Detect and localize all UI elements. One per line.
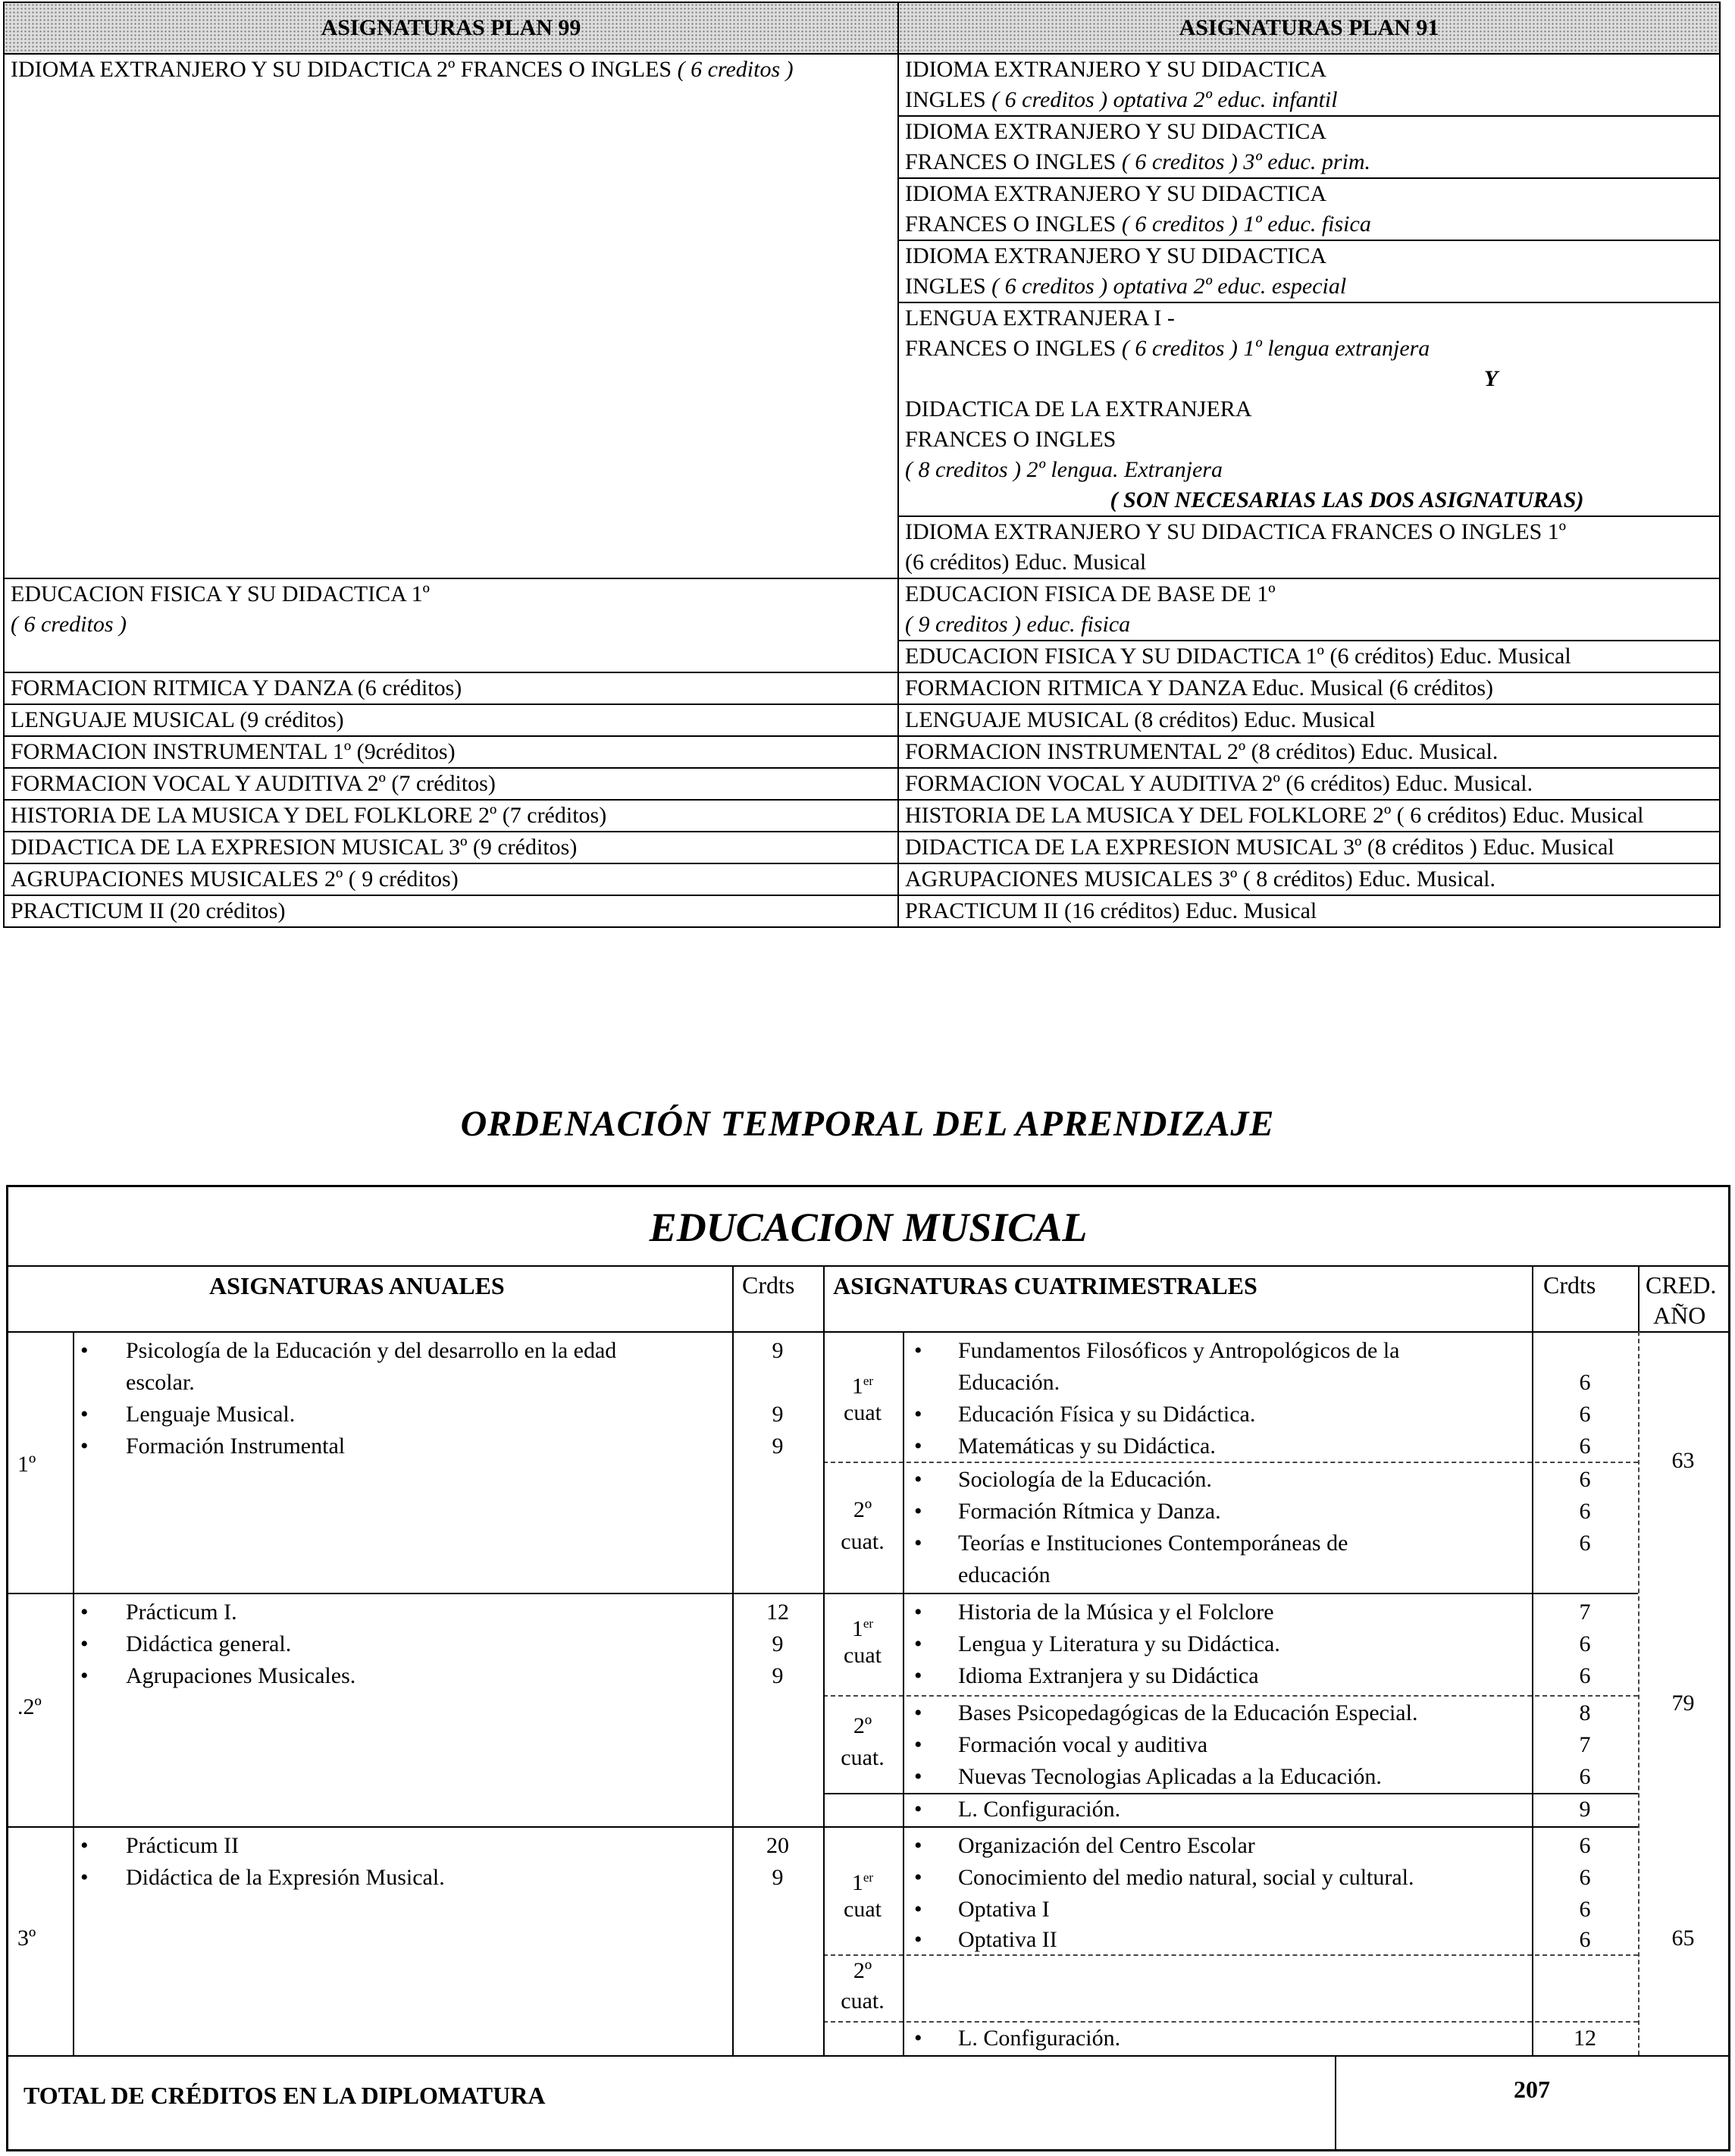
credits: 9 xyxy=(772,1338,784,1363)
table-row xyxy=(4,895,1720,927)
header-cred: CRED. xyxy=(1646,1271,1717,1299)
plan91-cell: DIDACTICA DE LA EXPRESION MUSICAL 3º (8 créditos ) Educ. Musical xyxy=(898,832,1720,863)
subject: Formación Rítmica y Danza. xyxy=(958,1499,1221,1524)
subject: educación xyxy=(958,1562,1051,1587)
credits: 7 xyxy=(1579,1732,1591,1757)
idioma-plan91-cell-4 xyxy=(898,240,1720,302)
rule-dashed xyxy=(823,2021,1638,2023)
bullet: • xyxy=(914,1833,922,1858)
bullet: • xyxy=(914,1338,922,1363)
header-plan91: ASIGNATURAS PLAN 91 xyxy=(898,2,1720,54)
cuat-label: cuat. xyxy=(841,1988,885,2013)
credits: 6 xyxy=(1579,1631,1591,1656)
table-row xyxy=(4,800,1720,832)
subject: Psicología de la Educación y del desarrollo en la edad xyxy=(126,1338,617,1363)
subject: Formación vocal y auditiva xyxy=(958,1732,1208,1757)
bullet: • xyxy=(914,1499,922,1524)
subject: Nuevas Tecnologias Aplicadas a la Educación. xyxy=(958,1764,1382,1789)
credits: 6 xyxy=(1579,1402,1591,1427)
cuat-label: 2º xyxy=(853,1713,872,1738)
equivalence-header-row xyxy=(4,2,1720,54)
plan99-cell: DIDACTICA DE LA EXPRESION MUSICAL 3º (9 créditos) xyxy=(4,832,898,863)
bullet: • xyxy=(914,1897,922,1922)
cell-line: FRANCES O INGLES xyxy=(905,149,1122,174)
subject: Optativa II xyxy=(958,1927,1057,1952)
cuat-sup: er xyxy=(863,1870,874,1885)
plan99-cell: FORMACION INSTRUMENTAL 1º (9créditos) xyxy=(4,736,898,768)
subject: Organización del Centro Escolar xyxy=(958,1833,1255,1858)
plan99-cell: HISTORIA DE LA MUSICA Y DEL FOLKLORE 2º (7 créditos) xyxy=(4,800,898,832)
cuat-label: cuat. xyxy=(841,1745,885,1770)
table-row xyxy=(4,863,1720,895)
bullet: • xyxy=(914,1402,922,1427)
cell-line: IDIOMA EXTRANJERO Y SU DIDACTICA FRANCES O INGLES 1º xyxy=(905,519,1567,544)
ef-plan99-cell xyxy=(4,578,898,672)
table-row xyxy=(4,704,1720,736)
cuat-label: cuat xyxy=(844,1400,882,1425)
cell-line: IDIOMA EXTRANJERO Y SU DIDACTICA xyxy=(905,181,1327,206)
credits: 6 xyxy=(1579,1865,1591,1890)
subject: Historia de la Música y el Folclore xyxy=(958,1600,1274,1625)
cell-note: ( 6 creditos ) optativa 2º educ. infantil xyxy=(991,87,1338,112)
bullet: • xyxy=(914,1663,922,1688)
total-label: TOTAL DE CRÉDITOS EN LA DIPLOMATURA xyxy=(23,2082,546,2109)
cell-line: DIDACTICA DE LA EXTRANJERA xyxy=(905,396,1252,421)
credits: 6 xyxy=(1579,1663,1591,1688)
bullet: • xyxy=(914,1797,922,1822)
bullet: • xyxy=(914,1631,922,1656)
plan99-cell: FORMACION VOCAL Y AUDITIVA 2º (7 créditos) xyxy=(4,768,898,800)
schedule-table xyxy=(6,1185,1730,2151)
cuat-num: 1 xyxy=(851,1616,863,1641)
idioma-musical-cell xyxy=(898,516,1720,578)
subject: L. Configuración. xyxy=(958,1797,1121,1822)
cell-line: EDUCACION FISICA Y SU DIDACTICA 1º xyxy=(11,581,430,606)
credits: 6 xyxy=(1579,1927,1591,1952)
header-ano: AÑO xyxy=(1653,1302,1706,1329)
bullet: • xyxy=(914,2026,922,2051)
cuat-label: 2º xyxy=(853,1958,872,1983)
idioma-plan91-cell-2 xyxy=(898,116,1720,178)
plan91-cell: LENGUAJE MUSICAL (8 créditos) Educ. Musical xyxy=(898,704,1720,736)
cell-note: ( 6 creditos ) xyxy=(11,612,127,637)
bullet: • xyxy=(80,1402,89,1427)
cell-line: FRANCES O INGLES xyxy=(905,336,1122,361)
year-label: 3º xyxy=(17,1926,36,1951)
subject: Bases Psicopedagógicas de la Educación Especial. xyxy=(958,1700,1418,1725)
rule xyxy=(823,1265,825,2055)
bullet: • xyxy=(80,1600,89,1625)
credits: 6 xyxy=(1579,1499,1591,1524)
schedule-title: EDUCACION MUSICAL xyxy=(649,1205,1088,1250)
table-row xyxy=(4,672,1720,704)
bullet: • xyxy=(80,1833,89,1858)
credits: 9 xyxy=(772,1402,784,1427)
rule xyxy=(1638,1265,1639,1331)
cuat-label: cuat xyxy=(844,1643,882,1668)
cell-line: FRANCES O INGLES xyxy=(905,212,1122,237)
subject: Teorías e Instituciones Contemporáneas de xyxy=(958,1531,1348,1556)
plan91-cell: FORMACION RITMICA Y DANZA Educ. Musical (6 créditos) xyxy=(898,672,1720,704)
plan91-cell: HISTORIA DE LA MUSICA Y DEL FOLKLORE 2º ( 6 créditos) Educ. Musical xyxy=(898,800,1720,832)
cell-line: LENGUA EXTRANJERA I - xyxy=(905,306,1175,331)
bullet: • xyxy=(80,1338,89,1363)
combo-note: ( SON NECESARIAS LAS DOS ASIGNATURAS) xyxy=(1110,487,1584,512)
credits: 6 xyxy=(1579,1764,1591,1789)
cell-line: IDIOMA EXTRANJERO Y SU DIDACTICA xyxy=(905,57,1327,82)
credits: 12 xyxy=(1574,2026,1596,2051)
plan91-cell: AGRUPACIONES MUSICALES 3º ( 8 créditos) Educ. Musical. xyxy=(898,863,1720,895)
rule xyxy=(8,1331,1728,1333)
cell-line: EDUCACION FISICA DE BASE DE 1º xyxy=(905,581,1276,606)
subject: escolar. xyxy=(126,1370,195,1395)
total-value: 207 xyxy=(1514,2076,1550,2103)
bullet: • xyxy=(914,1700,922,1725)
bullet: • xyxy=(80,1865,89,1890)
subject: Conocimiento del medio natural, social y cultural. xyxy=(958,1865,1414,1890)
subject: Didáctica de la Expresión Musical. xyxy=(126,1865,445,1890)
rule-dashed xyxy=(823,1695,1638,1697)
bullet: • xyxy=(80,1434,89,1459)
subject: Matemáticas y su Didáctica. xyxy=(958,1434,1216,1459)
cell-note: ( 8 creditos ) 2º lengua. Extranjera xyxy=(905,457,1223,482)
plan91-cell: PRACTICUM II (16 créditos) Educ. Musical xyxy=(898,895,1720,927)
cell-line: (6 créditos) Educ. Musical xyxy=(905,550,1147,575)
credits: 9 xyxy=(772,1434,784,1459)
bullet: • xyxy=(80,1631,89,1656)
cuat-label: 2º xyxy=(853,1497,872,1522)
rule-dashed xyxy=(823,1462,1638,1463)
credits: 6 xyxy=(1579,1833,1591,1858)
year-total: 79 xyxy=(1671,1691,1695,1716)
subject: Fundamentos Filosóficos y Antropológicos de la xyxy=(958,1338,1400,1363)
idioma-plan99-cell xyxy=(4,54,898,578)
credits: 9 xyxy=(772,1631,784,1656)
subject: Idioma Extranjera y su Didáctica xyxy=(958,1663,1259,1688)
year-total: 65 xyxy=(1671,1926,1695,1951)
year-label: .2º xyxy=(17,1694,42,1719)
table-row xyxy=(4,54,1720,116)
subject: Educación. xyxy=(958,1370,1060,1395)
plan99-cell: AGRUPACIONES MUSICALES 2º ( 9 créditos) xyxy=(4,863,898,895)
subject: Prácticum I. xyxy=(126,1600,237,1625)
cuat-num: 1 xyxy=(851,1374,863,1399)
header-crdts-2: Crdts xyxy=(1543,1271,1596,1299)
year-label: 1º xyxy=(17,1452,36,1477)
table-row xyxy=(4,768,1720,800)
cuat-sup: er xyxy=(863,1616,874,1631)
credits: 12 xyxy=(766,1600,789,1625)
cell-line: FRANCES O INGLES xyxy=(905,427,1116,452)
cell-line: IDIOMA EXTRANJERO Y SU DIDACTICA xyxy=(905,119,1327,144)
subject: Optativa I xyxy=(958,1897,1050,1922)
ef-plan91-cell-1 xyxy=(898,578,1720,641)
plan99-cell: FORMACION RITMICA Y DANZA (6 créditos) xyxy=(4,672,898,704)
bullet: • xyxy=(80,1663,89,1688)
cuat-label: cuat xyxy=(844,1897,882,1922)
rule xyxy=(73,1331,74,2055)
cuat-label: cuat. xyxy=(841,1529,885,1554)
credits: 6 xyxy=(1579,1531,1591,1556)
year-total: 63 xyxy=(1671,1448,1695,1473)
bullet: • xyxy=(914,1467,922,1492)
cell-note: ( 6 creditos ) optativa 2º educ. especial xyxy=(991,274,1347,299)
header-cuatrimestrales: ASIGNATURAS CUATRIMESTRALES xyxy=(833,1272,1257,1299)
cell-note: ( 6 creditos ) 1º educ. fisica xyxy=(1121,212,1371,237)
credits: 6 xyxy=(1579,1370,1591,1395)
bullet: • xyxy=(914,1531,922,1556)
section-heading: ORDENACIÓN TEMPORAL DEL APRENDIZAJE xyxy=(460,1104,1275,1144)
subject: Didáctica general. xyxy=(126,1631,292,1656)
rule xyxy=(903,1331,904,2055)
cell-line: INGLES xyxy=(905,87,992,112)
rule-dashed xyxy=(823,1954,1638,1956)
subject: Prácticum II xyxy=(126,1833,240,1858)
credits: 6 xyxy=(1579,1467,1591,1492)
subject: Educación Física y su Didáctica. xyxy=(958,1402,1256,1427)
lengua-combo-cell xyxy=(898,302,1720,516)
subject: Formación Instrumental xyxy=(126,1434,346,1459)
bullet: • xyxy=(914,1732,922,1757)
cell-note: ( 6 creditos ) xyxy=(677,57,794,82)
header-plan99: ASIGNATURAS PLAN 99 xyxy=(4,2,898,54)
plan91-cell: FORMACION INSTRUMENTAL 2º (8 créditos) Educ. Musical. xyxy=(898,736,1720,768)
bullet: • xyxy=(914,1600,922,1625)
table-row xyxy=(4,736,1720,768)
subject: Agrupaciones Musicales. xyxy=(126,1663,356,1688)
credits: 6 xyxy=(1579,1897,1591,1922)
cell-note: ( 9 creditos ) educ. fisica xyxy=(905,612,1131,637)
rule xyxy=(823,1793,1638,1794)
credits: 9 xyxy=(772,1663,784,1688)
bullet: • xyxy=(914,1927,922,1952)
equivalence-table xyxy=(3,2,1721,928)
table-row xyxy=(4,578,1720,641)
credits: 7 xyxy=(1579,1600,1591,1625)
combo-y: Y xyxy=(1483,366,1499,391)
rule xyxy=(8,2055,1728,2057)
cell-note: ( 6 creditos ) 3º educ. prim. xyxy=(1121,149,1370,174)
plan99-cell: PRACTICUM II (20 créditos) xyxy=(4,895,898,927)
subject: Lenguaje Musical. xyxy=(126,1402,296,1427)
subject: Sociología de la Educación. xyxy=(958,1467,1212,1492)
credits: 8 xyxy=(1579,1700,1591,1725)
ef-plan91-cell-2: EDUCACION FISICA Y SU DIDACTICA 1º (6 créditos) Educ. Musical xyxy=(898,641,1720,672)
cell-line: INGLES xyxy=(905,274,992,299)
bullet: • xyxy=(914,1865,922,1890)
credits: 9 xyxy=(772,1865,784,1890)
header-crdts: Crdts xyxy=(742,1271,795,1299)
plan99-cell: LENGUAJE MUSICAL (9 créditos) xyxy=(4,704,898,736)
credits: 9 xyxy=(1579,1797,1591,1822)
bullet: • xyxy=(914,1764,922,1789)
cuat-num: 1 xyxy=(851,1870,863,1895)
idioma-plan91-cell-3 xyxy=(898,178,1720,240)
subject: L. Configuración. xyxy=(958,2026,1121,2051)
cell-line: IDIOMA EXTRANJERO Y SU DIDACTICA xyxy=(905,243,1327,268)
credits: 6 xyxy=(1579,1434,1591,1459)
rule xyxy=(8,1265,1728,1267)
credits: 20 xyxy=(766,1833,789,1858)
idioma-plan91-cell-1 xyxy=(898,54,1720,116)
plan91-cell: FORMACION VOCAL Y AUDITIVA 2º (6 créditos) Educ. Musical. xyxy=(898,768,1720,800)
cell-text: IDIOMA EXTRANJERO Y SU DIDACTICA 2º FRANCES O INGLES xyxy=(11,57,672,82)
header-anuales: ASIGNATURAS ANUALES xyxy=(209,1272,505,1299)
table-row xyxy=(4,832,1720,863)
cuat-sup: er xyxy=(863,1374,874,1388)
bullet: • xyxy=(914,1434,922,1459)
cell-note: ( 6 creditos ) 1º lengua extranjera xyxy=(1121,336,1430,361)
subject: Lengua y Literatura y su Didáctica. xyxy=(958,1631,1280,1656)
